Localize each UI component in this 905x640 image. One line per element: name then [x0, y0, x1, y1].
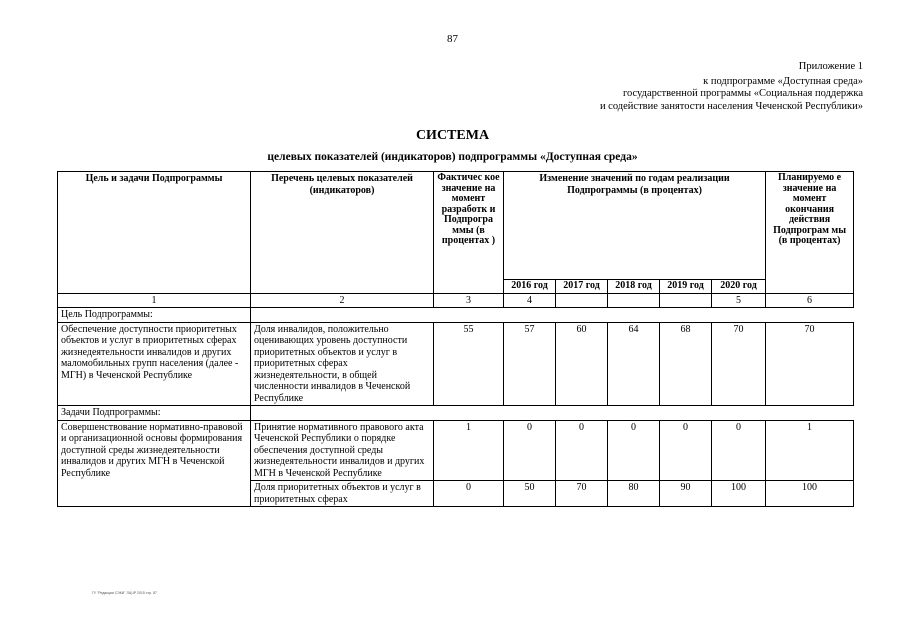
indicators-table — [57, 171, 854, 507]
value-2020: 100 — [712, 481, 766, 507]
goal-section-label: Цель Подпрограммы: — [58, 308, 251, 323]
indicator-text: Доля приоритетных объектов и услуг в приоритетных сферах — [251, 481, 434, 507]
header-row — [58, 172, 854, 280]
appendix-line-3: государственной программы «Социальная поддержка — [622, 88, 863, 99]
appendix-header — [600, 61, 863, 113]
actual-value: 0 — [434, 481, 504, 507]
value-2019: 68 — [660, 322, 712, 406]
value-2017: 0 — [556, 420, 608, 481]
header-goal: Цель и задачи Подпрограммы — [58, 172, 251, 294]
indicator-text: Доля инвалидов, положительно оценивающих уровень доступности приоритетных объектов и услуг в приоритетных сферах жизнедеятельности, в общей численности инвалидов в Чеченской Республике — [251, 322, 434, 406]
goal-text: Совершенствование нормативно-правовой и организационной основы формирования доступной среды жизнедеятельности инвалидов и других МГН в Чеченской Республике — [58, 420, 251, 507]
document-title: СИСТЕМА — [415, 128, 490, 143]
value-2018: 0 — [608, 420, 660, 481]
header-year-2017: 2017 год — [556, 280, 608, 294]
value-2020: 0 — [712, 420, 766, 481]
col-number-5: 5 — [712, 293, 766, 308]
header-year-2020: 2020 год — [712, 280, 766, 294]
document-subtitle: целевых показателей (индикаторов) подпрограммы «Доступная среда» — [267, 151, 638, 163]
value-2016: 0 — [504, 420, 556, 481]
col-number-6: 6 — [766, 293, 854, 308]
planned-value: 1 — [766, 420, 854, 481]
header-year-2019: 2019 год — [660, 280, 712, 294]
appendix-line-4: и содействие занятости населения Чеченской Республики» — [599, 100, 863, 112]
table-row — [58, 322, 854, 406]
value-2016: 50 — [504, 481, 556, 507]
value-2018: 80 — [608, 481, 660, 507]
value-2018: 64 — [608, 322, 660, 406]
header-indicators: Перечень целевых показателей (индикаторов) — [251, 172, 434, 294]
header-year-2018: 2018 год — [608, 280, 660, 294]
col-number-empty — [556, 293, 608, 308]
planned-value: 70 — [766, 322, 854, 406]
column-numbers-row — [58, 293, 854, 308]
value-2020: 70 — [712, 322, 766, 406]
value-2016: 57 — [504, 322, 556, 406]
goal-text: Обеспечение доступности приоритетных объектов и услуг в приоритетных сферах жизнедеятельности инвалидов и других маломобильных групп населения (далее - МГН) в Чеченской Республике — [58, 322, 251, 406]
tasks-section-row — [58, 406, 854, 421]
tasks-section-label: Задачи Подпрограммы: — [58, 406, 251, 421]
actual-value: 55 — [434, 322, 504, 406]
header-planned: Планируемо е значение на момент окончания действия Подпрограм мы (в процентах) — [766, 172, 854, 294]
col-number-4: 4 — [504, 293, 556, 308]
value-2019: 0 — [660, 420, 712, 481]
col-number-3: 3 — [434, 293, 504, 308]
indicator-text: Принятие нормативного правового акта Чеченской Республики о порядке обеспечения доступной среды жизнедеятельности инвалидов и других МГН в Чеченской Республике — [251, 420, 434, 481]
actual-value: 1 — [434, 420, 504, 481]
col-number-1: 1 — [58, 293, 251, 308]
appendix-line-1: Приложение 1 — [798, 61, 863, 72]
goal-section-row — [58, 308, 854, 323]
footer-note: ГУ "Редакция СЭКИ" ЛЦЧР 2015 стр. 87 — [92, 591, 157, 595]
col-number-empty — [660, 293, 712, 308]
value-2017: 70 — [556, 481, 608, 507]
col-number-2: 2 — [251, 293, 434, 308]
col-number-empty — [608, 293, 660, 308]
table-row — [58, 420, 854, 481]
header-actual: Фактичес кое значение на момент разработк и Подпрогра ммы (в процентах ) — [434, 172, 504, 294]
value-2017: 60 — [556, 322, 608, 406]
header-change: Изменение значений по годам реализации Подпрограммы (в процентах) — [504, 172, 766, 280]
appendix-line-2: к подпрограмме «Доступная среда» — [703, 75, 863, 87]
header-year-2016: 2016 год — [504, 280, 556, 294]
value-2019: 90 — [660, 481, 712, 507]
page-number: 87 — [447, 33, 458, 45]
planned-value: 100 — [766, 481, 854, 507]
